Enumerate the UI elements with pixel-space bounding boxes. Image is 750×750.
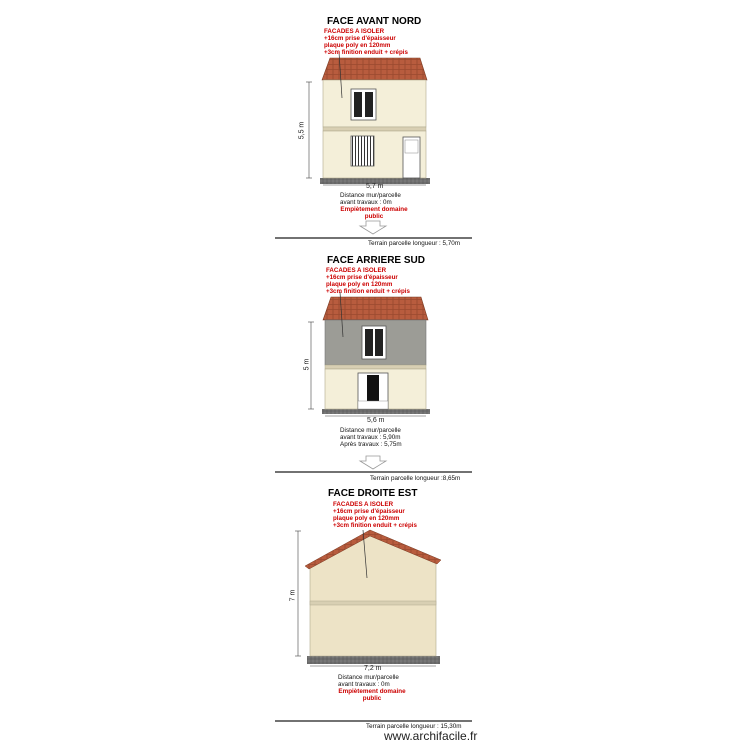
terrain-length: Terrain parcelle longueur :8,65m <box>370 475 461 482</box>
roof <box>322 58 427 80</box>
encroachment-warning: Empiètement domaine public <box>340 206 408 220</box>
distance-text: Distance mur/parcelle avant travaux : 0m <box>338 674 399 688</box>
distance-text: Distance mur/parcelle avant travaux : 0m <box>340 192 401 206</box>
isolation-note: FACADES A ISOLER +16cm prise d'épaisseur plaque poly en 120mm +3cm finition enduit + crépis <box>324 28 408 56</box>
watermark: www.archifacile.fr <box>384 729 478 743</box>
width-dimension: 7,2 m <box>364 665 382 672</box>
height-dimension: 5 m <box>303 358 311 371</box>
section-title: FACE ARRIERE SUD <box>327 255 425 266</box>
distance-text: Distance mur/parcelle avant travaux : 5,90m Après travaux : 5,75m <box>340 427 402 448</box>
section-title: FACE AVANT NORD <box>327 16 422 27</box>
isolation-note: FACADES A ISOLER +16cm prise d'épaisseur plaque poly en 120mm +3cm finition enduit + crépis <box>326 267 410 295</box>
floor-band <box>325 365 426 369</box>
height-dimension: 7 m <box>289 589 297 602</box>
section-title: FACE DROITE EST <box>328 488 418 499</box>
terrain-length: Terrain parcelle longueur : 5,70m <box>368 240 461 247</box>
height-dimension: 5,5 m <box>298 121 306 140</box>
terrain-length: Terrain parcelle longueur : 15,30m <box>366 723 462 730</box>
width-dimension: 5,7 m <box>366 183 384 190</box>
isolation-note: FACADES A ISOLER +16cm prise d'épaisseur plaque poly en 120mm +3cm finition enduit + crépis <box>333 501 417 529</box>
window-lower-barred <box>351 136 374 166</box>
encroachment-warning: Empiètement domaine public <box>338 688 406 702</box>
ground <box>322 409 430 414</box>
ground <box>307 656 440 664</box>
roof <box>323 297 428 320</box>
door <box>403 137 420 178</box>
down-arrow <box>360 221 386 234</box>
floor-band <box>323 127 426 131</box>
width-dimension: 5,6 m <box>367 417 385 424</box>
floor-band <box>310 601 436 605</box>
down-arrow <box>360 456 386 469</box>
